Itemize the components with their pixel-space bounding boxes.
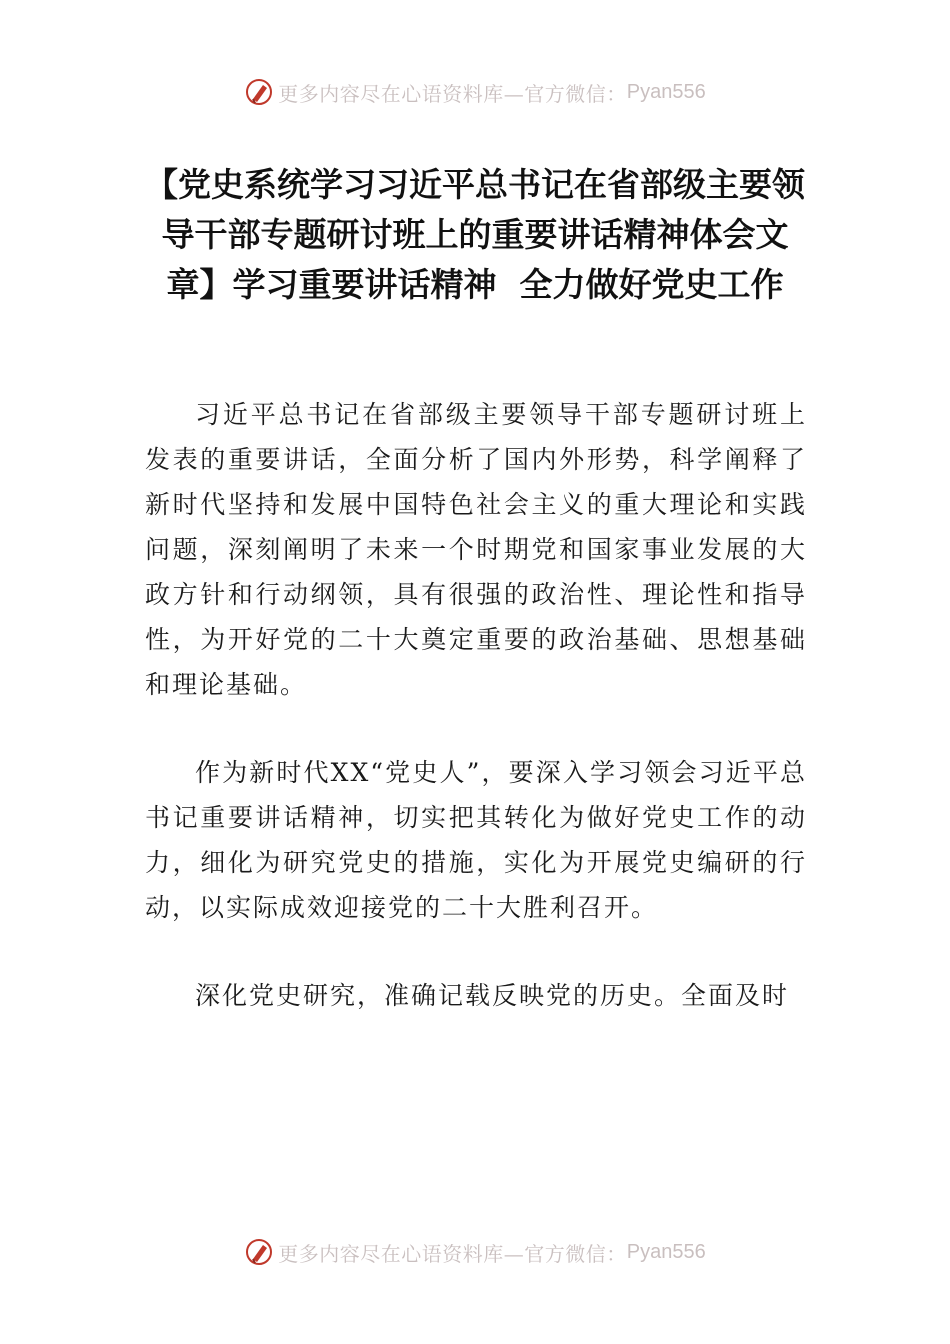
header-watermark-banner xyxy=(0,72,950,112)
pen-nib-logo-icon xyxy=(244,1237,274,1267)
footer-watermark-banner xyxy=(0,1232,950,1272)
pen-nib-logo-icon xyxy=(244,77,274,107)
body-paragraph: 习近平总书记在省部级主要领导干部专题研讨班上发表的重要讲话，全面分析了国内外形势，科学阐释了新时代坚持和发展中国特色社会主义的重大理论和实践问题，深刻阐明了未来一个时期党和国家事业发展的大政方针和行动纲领，具有很强的政治性、理论性和指导性，为开好党的二十大奠定重要的政治基础、思想基础和理论基础。 xyxy=(145,400,807,699)
watermark-text: 更多内容尽在心语资料库—官方微信： xyxy=(278,81,627,106)
watermark-text: 更多内容尽在心语资料库—官方微信： xyxy=(278,1241,627,1266)
watermark-handle: Pyan556 xyxy=(626,80,706,103)
watermark-handle: Pyan556 xyxy=(626,1240,706,1263)
document-title: 【党史系统学习习近平总书记在省部级主要领导干部专题研讨班上的重要讲话精神体会文章】学习重要讲话精神 全力做好党史工作 xyxy=(145,165,805,304)
body-paragraph: 作为新时代XX“党史人”，要深入学习领会习近平总书记重要讲话精神，切实把其转化为做好党史工作的动力，细化为研究党史的措施，实化为开展党史编研的行动，以实际成效迎接党的二十大胜利召开。 xyxy=(145,758,807,922)
body-paragraph: 深化党史研究，准确记载反映党的历史。全面及时 xyxy=(195,981,790,1010)
document-body xyxy=(145,392,807,1061)
